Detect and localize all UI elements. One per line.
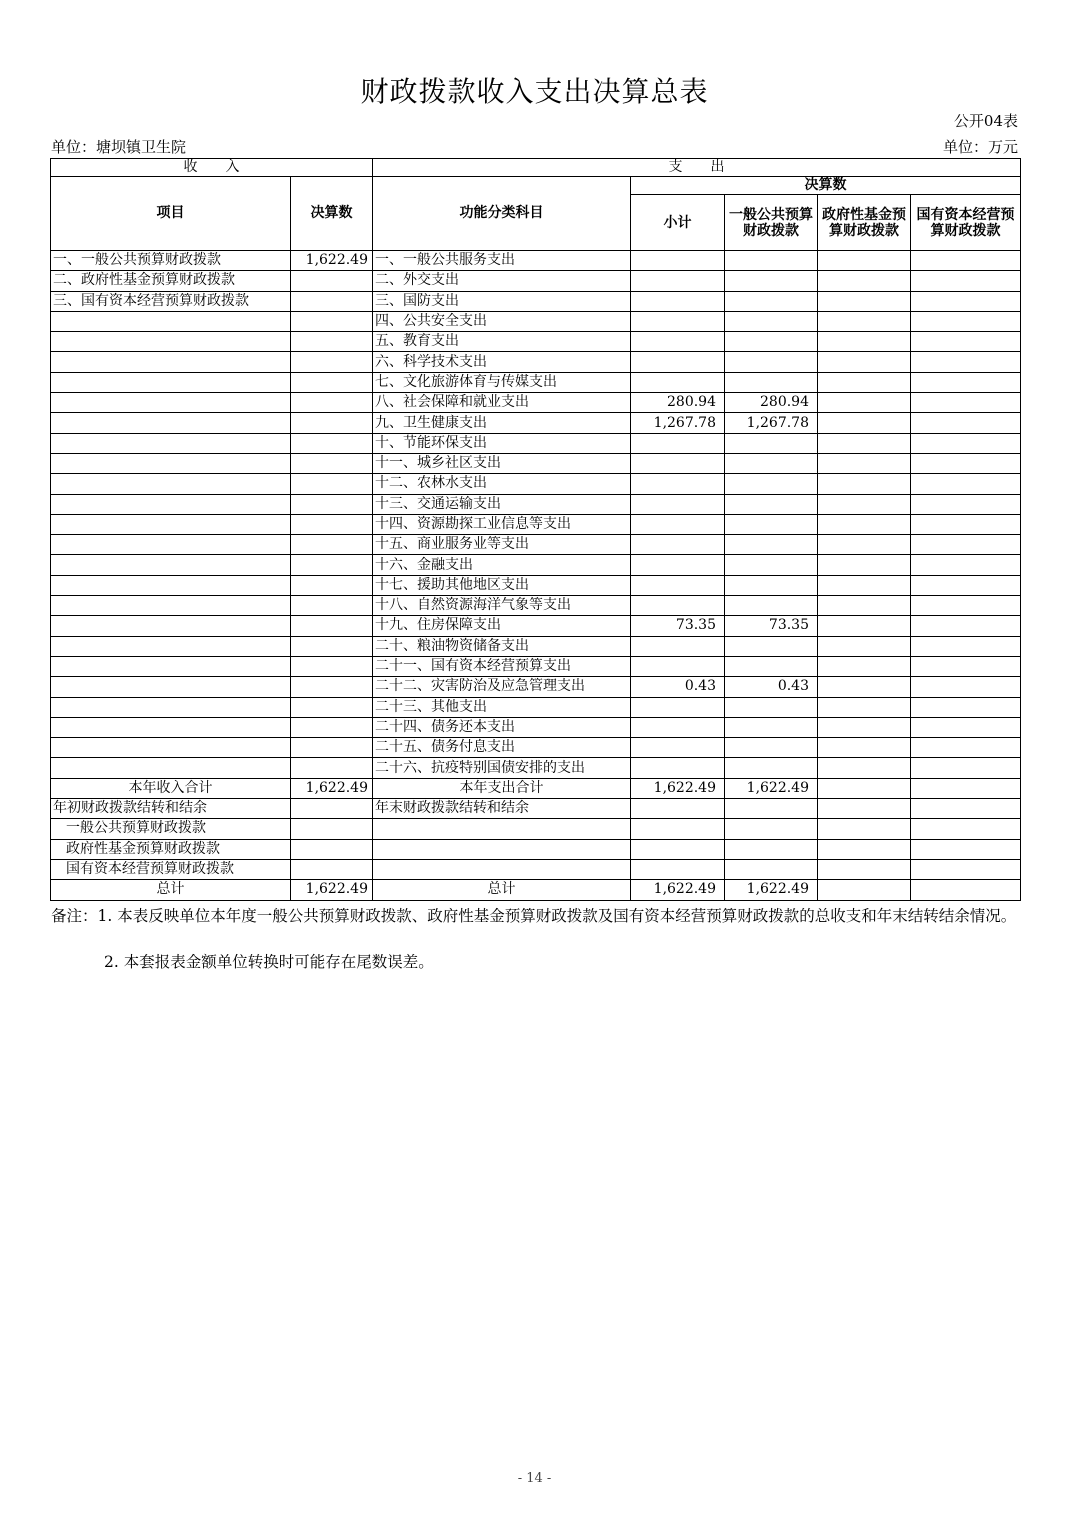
function-class: 二、外交支出	[373, 271, 631, 291]
expense-gov-fund	[818, 656, 911, 676]
expense-subtotal	[631, 311, 725, 331]
expense-state-capital	[911, 271, 1021, 291]
function-class: 九、卫生健康支出	[373, 413, 631, 433]
carry-sub-state-capital: 国有资本经营预算财政拨款	[51, 859, 291, 879]
table-row	[51, 433, 1021, 453]
expense-gov-fund	[818, 738, 911, 758]
expense-state-capital	[911, 596, 1021, 616]
expense-subtotal	[631, 717, 725, 737]
income-item	[51, 494, 291, 514]
table-row	[51, 535, 1021, 555]
expense-gov-fund	[818, 453, 911, 473]
header-general: 一般公共预算财政拨款	[725, 195, 818, 251]
income-item	[51, 393, 291, 413]
expense-total-general: 1,622.49	[725, 778, 818, 798]
expense-general	[725, 514, 818, 534]
expense-general	[725, 352, 818, 372]
table-row	[51, 514, 1021, 534]
income-amount	[291, 453, 373, 473]
expense-subtotal: 280.94	[631, 393, 725, 413]
income-item	[51, 311, 291, 331]
income-item	[51, 433, 291, 453]
expense-state-capital	[911, 535, 1021, 555]
table-row	[51, 453, 1021, 473]
header-subtotal: 小计	[631, 195, 725, 251]
expense-subtotal	[631, 514, 725, 534]
expense-subtotal	[631, 596, 725, 616]
income-item	[51, 453, 291, 473]
expense-gov-fund	[818, 758, 911, 778]
header-expense: 支 出	[373, 159, 1021, 177]
function-class: 二十四、债务还本支出	[373, 717, 631, 737]
expense-subtotal	[631, 738, 725, 758]
income-item: 二、政府性基金预算财政拨款	[51, 271, 291, 291]
table-row	[51, 738, 1021, 758]
income-amount	[291, 596, 373, 616]
expense-gov-fund	[818, 352, 911, 372]
expense-state-capital	[911, 677, 1021, 697]
table-row	[51, 251, 1021, 271]
income-amount	[291, 758, 373, 778]
expense-state-capital	[911, 738, 1021, 758]
income-amount	[291, 717, 373, 737]
expense-total-subtotal: 1,622.49	[631, 778, 725, 798]
income-amount	[291, 271, 373, 291]
expense-state-capital	[911, 697, 1021, 717]
expense-state-capital	[911, 494, 1021, 514]
header-state-capital: 国有资本经营预算财政拨款	[911, 195, 1021, 251]
income-amount	[291, 332, 373, 352]
table-row	[51, 555, 1021, 575]
header-income: 收 入	[51, 159, 373, 177]
function-class: 五、教育支出	[373, 332, 631, 352]
income-total-row	[51, 778, 1021, 798]
expense-general	[725, 291, 818, 311]
expense-gov-fund	[818, 413, 911, 433]
income-item	[51, 575, 291, 595]
expense-gov-fund	[818, 677, 911, 697]
carry-sub-row	[51, 819, 1021, 839]
unit-organization: 单位：塘坝镇卫生院	[51, 138, 187, 156]
expense-gov-fund	[818, 251, 911, 271]
table-row	[51, 474, 1021, 494]
table-row	[51, 717, 1021, 737]
expense-state-capital	[911, 555, 1021, 575]
function-class: 十、节能环保支出	[373, 433, 631, 453]
expense-general	[725, 453, 818, 473]
carry-row	[51, 799, 1021, 819]
expense-gov-fund	[818, 535, 911, 555]
function-class: 八、社会保障和就业支出	[373, 393, 631, 413]
expense-subtotal	[631, 271, 725, 291]
function-class: 十八、自然资源海洋气象等支出	[373, 596, 631, 616]
function-class: 七、文化旅游体育与传媒支出	[373, 372, 631, 392]
table-row	[51, 656, 1021, 676]
table-row	[51, 413, 1021, 433]
income-amount	[291, 697, 373, 717]
expense-general	[725, 717, 818, 737]
table-row	[51, 372, 1021, 392]
table-row	[51, 311, 1021, 331]
expense-subtotal	[631, 433, 725, 453]
income-amount	[291, 393, 373, 413]
header-item: 项目	[51, 177, 291, 251]
expense-state-capital	[911, 352, 1021, 372]
expense-general	[725, 555, 818, 575]
table-row	[51, 352, 1021, 372]
income-amount	[291, 474, 373, 494]
expense-subtotal	[631, 697, 725, 717]
expense-gov-fund	[818, 311, 911, 331]
income-total-label: 本年收入合计	[51, 778, 291, 798]
income-amount	[291, 636, 373, 656]
expense-total-label: 本年支出合计	[373, 778, 631, 798]
income-amount: 1,622.49	[291, 251, 373, 271]
unit-currency: 单位：万元	[942, 138, 1018, 156]
function-class: 十六、金融支出	[373, 555, 631, 575]
expense-state-capital	[911, 514, 1021, 534]
expense-subtotal	[631, 352, 725, 372]
expense-general	[725, 535, 818, 555]
expense-gov-fund	[818, 596, 911, 616]
expense-general: 73.35	[725, 616, 818, 636]
function-class: 十五、商业服务业等支出	[373, 535, 631, 555]
income-amount	[291, 656, 373, 676]
expense-general	[725, 656, 818, 676]
header-gov-fund: 政府性基金预算财政拨款	[818, 195, 911, 251]
income-amount	[291, 616, 373, 636]
expense-state-capital	[911, 656, 1021, 676]
income-item	[51, 677, 291, 697]
income-item	[51, 636, 291, 656]
expense-subtotal	[631, 251, 725, 271]
function-class: 十四、资源勘探工业信息等支出	[373, 514, 631, 534]
income-item	[51, 332, 291, 352]
expense-general	[725, 697, 818, 717]
grand-total-row	[51, 880, 1021, 900]
expense-subtotal: 1,267.78	[631, 413, 725, 433]
income-amount	[291, 555, 373, 575]
expense-state-capital	[911, 251, 1021, 271]
expense-subtotal	[631, 494, 725, 514]
expense-general: 280.94	[725, 393, 818, 413]
income-item	[51, 656, 291, 676]
table-row	[51, 494, 1021, 514]
carry-sub-general: 一般公共预算财政拨款	[51, 819, 291, 839]
income-item	[51, 596, 291, 616]
expense-subtotal	[631, 575, 725, 595]
expense-gov-fund	[818, 494, 911, 514]
expense-gov-fund	[818, 372, 911, 392]
carry-sub-row	[51, 839, 1021, 859]
income-amount	[291, 352, 373, 372]
income-item	[51, 352, 291, 372]
expense-state-capital	[911, 433, 1021, 453]
expense-general	[725, 575, 818, 595]
expense-state-capital	[911, 474, 1021, 494]
expense-subtotal	[631, 291, 725, 311]
expense-subtotal	[631, 758, 725, 778]
function-class: 二十三、其他支出	[373, 697, 631, 717]
expense-subtotal	[631, 636, 725, 656]
function-class: 十九、住房保障支出	[373, 616, 631, 636]
expense-state-capital	[911, 453, 1021, 473]
grand-income-label: 总计	[51, 880, 291, 900]
income-item	[51, 474, 291, 494]
income-item	[51, 413, 291, 433]
income-amount	[291, 677, 373, 697]
function-class: 一、一般公共服务支出	[373, 251, 631, 271]
expense-gov-fund	[818, 575, 911, 595]
expense-state-capital	[911, 291, 1021, 311]
carry-sub-row	[51, 859, 1021, 879]
expense-general	[725, 433, 818, 453]
expense-general	[725, 474, 818, 494]
expense-general	[725, 271, 818, 291]
function-class: 十七、援助其他地区支出	[373, 575, 631, 595]
income-amount	[291, 433, 373, 453]
expense-gov-fund	[818, 433, 911, 453]
header-amount: 决算数	[291, 177, 373, 251]
table-row	[51, 271, 1021, 291]
income-item	[51, 758, 291, 778]
expense-state-capital	[911, 636, 1021, 656]
expense-gov-fund	[818, 697, 911, 717]
carry-sub-gov-fund: 政府性基金预算财政拨款	[51, 839, 291, 859]
income-amount	[291, 535, 373, 555]
note-1: 备注：1. 本表反映单位本年度一般公共预算财政拨款、政府性基金预算财政拨款及国有资本经营预算财政拨款的总收支和年末结转结余情况。	[51, 907, 1017, 925]
table-row	[51, 758, 1021, 778]
income-amount	[291, 738, 373, 758]
carry-begin-label: 年初财政拨款结转和结余	[51, 799, 291, 819]
expense-general	[725, 596, 818, 616]
expense-general	[725, 251, 818, 271]
table-code: 公开04表	[953, 112, 1018, 130]
expense-gov-fund	[818, 514, 911, 534]
income-item	[51, 738, 291, 758]
income-total-value: 1,622.49	[291, 778, 373, 798]
expense-gov-fund	[818, 717, 911, 737]
expense-general	[725, 311, 818, 331]
expense-subtotal: 0.43	[631, 677, 725, 697]
page-number: - 14 -	[517, 1471, 552, 1486]
function-class: 十三、交通运输支出	[373, 494, 631, 514]
table-row	[51, 575, 1021, 595]
expense-gov-fund	[818, 636, 911, 656]
function-class: 二十、粮油物资储备支出	[373, 636, 631, 656]
table-row	[51, 332, 1021, 352]
budget-table	[50, 158, 1021, 901]
income-amount	[291, 413, 373, 433]
table-row	[51, 636, 1021, 656]
table-row	[51, 596, 1021, 616]
expense-subtotal	[631, 555, 725, 575]
grand-expense-label: 总计	[373, 880, 631, 900]
expense-general	[725, 758, 818, 778]
expense-general	[725, 372, 818, 392]
table-row	[51, 291, 1021, 311]
income-amount	[291, 575, 373, 595]
function-class: 二十五、债务付息支出	[373, 738, 631, 758]
expense-gov-fund	[818, 271, 911, 291]
income-amount	[291, 291, 373, 311]
header-amount-group: 决算数	[631, 177, 1021, 195]
function-class: 二十六、抗疫特别国债安排的支出	[373, 758, 631, 778]
expense-general	[725, 332, 818, 352]
income-item	[51, 514, 291, 534]
expense-subtotal: 73.35	[631, 616, 725, 636]
income-item: 一、一般公共预算财政拨款	[51, 251, 291, 271]
function-class: 十二、农林水支出	[373, 474, 631, 494]
expense-subtotal	[631, 535, 725, 555]
expense-state-capital	[911, 616, 1021, 636]
expense-state-capital	[911, 413, 1021, 433]
income-item: 三、国有资本经营预算财政拨款	[51, 291, 291, 311]
expense-subtotal	[631, 474, 725, 494]
income-item	[51, 697, 291, 717]
grand-expense-subtotal: 1,622.49	[631, 880, 725, 900]
table-row	[51, 697, 1021, 717]
function-class: 二十一、国有资本经营预算支出	[373, 656, 631, 676]
income-item	[51, 372, 291, 392]
expense-gov-fund	[818, 616, 911, 636]
function-class: 二十二、灾害防治及应急管理支出	[373, 677, 631, 697]
grand-income-value: 1,622.49	[291, 880, 373, 900]
expense-general: 0.43	[725, 677, 818, 697]
income-amount	[291, 372, 373, 392]
expense-state-capital	[911, 575, 1021, 595]
function-class: 四、公共安全支出	[373, 311, 631, 331]
expense-state-capital	[911, 717, 1021, 737]
page-title: 财政拨款收入支出决算总表	[360, 75, 709, 108]
income-amount	[291, 494, 373, 514]
expense-gov-fund	[818, 393, 911, 413]
expense-state-capital	[911, 393, 1021, 413]
expense-gov-fund	[818, 291, 911, 311]
grand-expense-general: 1,622.49	[725, 880, 818, 900]
expense-gov-fund	[818, 332, 911, 352]
income-amount	[291, 514, 373, 534]
table-row	[51, 393, 1021, 413]
expense-subtotal	[631, 332, 725, 352]
expense-general	[725, 636, 818, 656]
expense-general	[725, 494, 818, 514]
income-item	[51, 555, 291, 575]
expense-state-capital	[911, 372, 1021, 392]
expense-subtotal	[631, 453, 725, 473]
expense-state-capital	[911, 332, 1021, 352]
table-row	[51, 677, 1021, 697]
note-2: 2. 本套报表金额单位转换时可能存在尾数误差。	[104, 953, 434, 971]
function-class: 十一、城乡社区支出	[373, 453, 631, 473]
function-class: 三、国防支出	[373, 291, 631, 311]
expense-general	[725, 738, 818, 758]
expense-general: 1,267.78	[725, 413, 818, 433]
expense-state-capital	[911, 758, 1021, 778]
income-amount	[291, 311, 373, 331]
header-function-class: 功能分类科目	[373, 177, 631, 251]
carry-end-label: 年末财政拨款结转和结余	[373, 799, 631, 819]
function-class: 六、科学技术支出	[373, 352, 631, 372]
expense-state-capital	[911, 311, 1021, 331]
expense-subtotal	[631, 656, 725, 676]
expense-gov-fund	[818, 555, 911, 575]
income-item	[51, 616, 291, 636]
expense-subtotal	[631, 372, 725, 392]
expense-gov-fund	[818, 474, 911, 494]
income-item	[51, 717, 291, 737]
table-row	[51, 616, 1021, 636]
income-item	[51, 535, 291, 555]
